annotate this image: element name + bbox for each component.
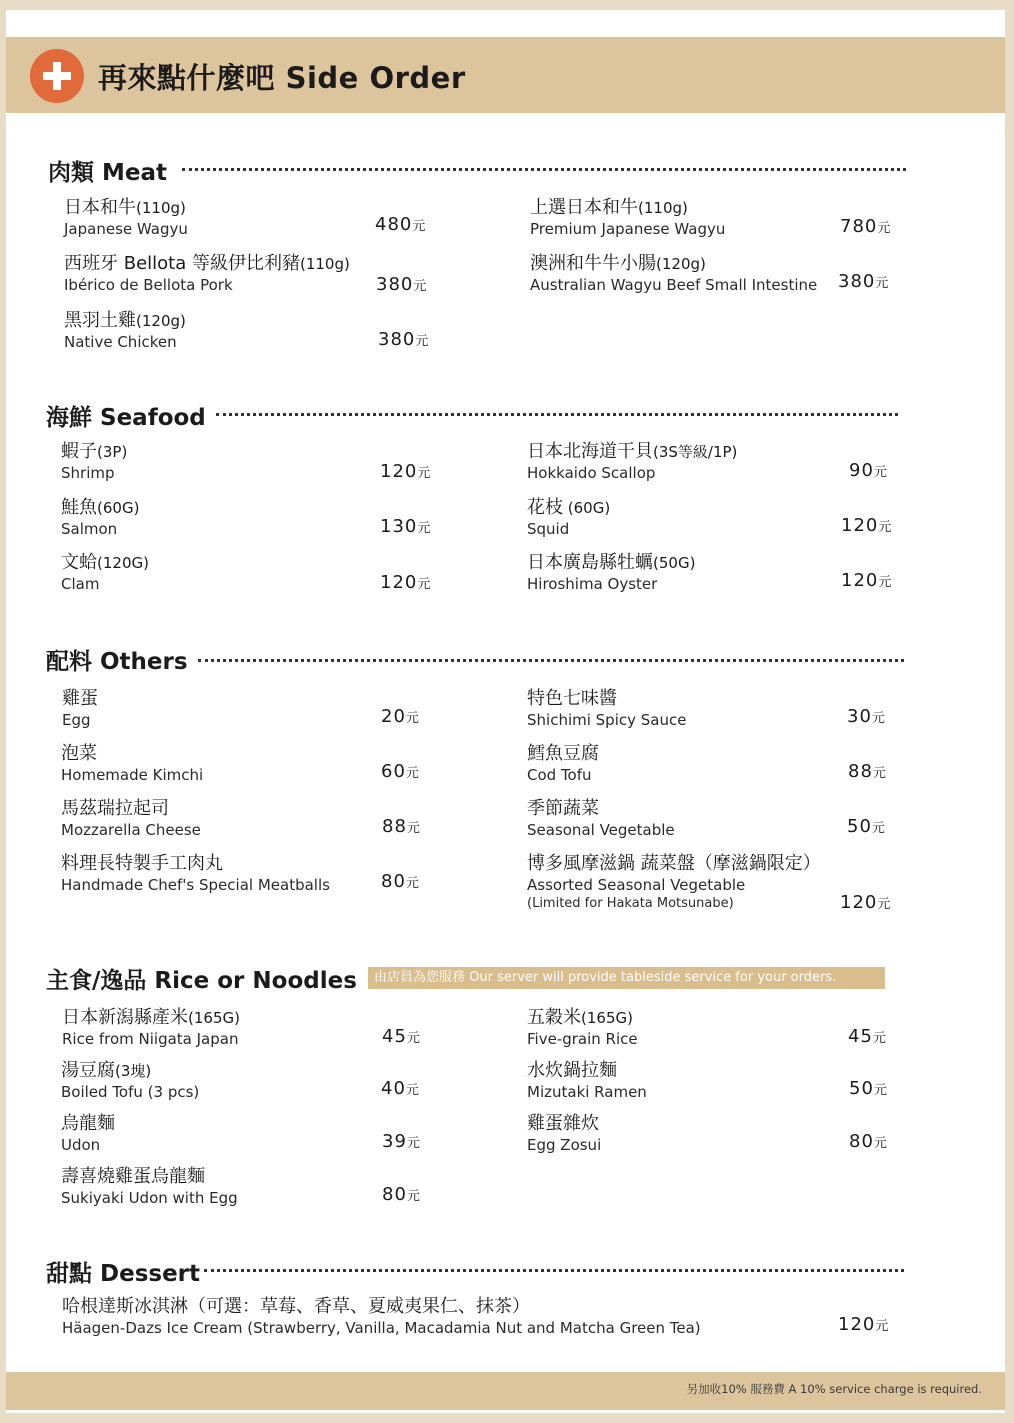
menu-item: 西班牙 Bellota 等級伊比利豬(110g) Ibérico de Bellota Pork [64, 253, 350, 294]
item-price: 120元 [841, 570, 892, 591]
item-price: 45元 [848, 1026, 886, 1047]
item-price: 40元 [381, 1078, 419, 1099]
section-title-others: 配料 Others [46, 649, 188, 675]
menu-item: 壽喜燒雞蛋烏龍麵 Sukiyaki Udon with Egg [61, 1166, 238, 1207]
menu-item: 文蛤(120G) Clam [61, 552, 149, 593]
service-charge-note: 另加收10% 服務費 A 10% service charge is required. [686, 1382, 982, 1396]
section-title-dessert: 甜點 Dessert [46, 1261, 201, 1287]
menu-item: 烏龍麵 Udon [61, 1113, 115, 1154]
menu-item: 花枝 (60G) Squid [527, 497, 611, 538]
section-title-rice: 主食/逸品 Rice or Noodles [46, 968, 357, 994]
item-price: 780元 [840, 216, 891, 237]
item-price: 380元 [378, 329, 429, 350]
section-divider [182, 168, 906, 171]
section-divider [198, 659, 904, 662]
menu-item: 馬茲瑞拉起司 Mozzarella Cheese [61, 798, 201, 839]
menu-item: 黑羽土雞(120g) Native Chicken [64, 310, 186, 351]
section-title-seafood: 海鮮 Seafood [46, 405, 206, 431]
item-price: 90元 [849, 460, 887, 481]
menu-item: 日本和牛(110g) Japanese Wagyu [64, 197, 188, 238]
item-price: 88元 [382, 816, 420, 837]
menu-item: 特色七味醬 Shichimi Spicy Sauce [527, 688, 687, 729]
item-price: 88元 [848, 761, 886, 782]
item-price: 50元 [847, 816, 885, 837]
menu-item: 日本北海道干貝(3S等級/1P) Hokkaido Scallop [527, 441, 738, 482]
item-price: 120元 [838, 1314, 889, 1335]
item-price: 60元 [381, 761, 419, 782]
menu-item: 五穀米(165G) Five-grain Rice [527, 1007, 638, 1048]
menu-item: 鮭魚(60G) Salmon [61, 497, 140, 538]
menu-item: 日本廣島縣牡蠣(50G) Hiroshima Oyster [527, 552, 696, 593]
menu-item: 泡菜 Homemade Kimchi [61, 743, 204, 784]
menu-item: 季節蔬菜 Seasonal Vegetable [527, 798, 675, 839]
menu-item: 上選日本和牛(110g) Premium Japanese Wagyu [530, 197, 726, 238]
item-price: 120元 [840, 892, 891, 913]
item-price: 120元 [380, 572, 431, 593]
item-price: 480元 [375, 214, 426, 235]
page-title: 再來點什麼吧 Side Order [98, 61, 466, 95]
item-price: 50元 [849, 1078, 887, 1099]
menu-item: 日本新潟縣產米(165G) Rice from Niigata Japan [62, 1007, 240, 1048]
item-price: 380元 [376, 274, 427, 295]
item-price: 80元 [382, 1184, 420, 1205]
item-price: 80元 [381, 871, 419, 892]
menu-item: 湯豆腐(3塊) Boiled Tofu (3 pcs) [61, 1060, 200, 1101]
menu-item: 雞蛋 Egg [62, 688, 98, 729]
menu-item: 水炊鍋拉麵 Mizutaki Ramen [527, 1060, 647, 1101]
plus-icon [30, 49, 84, 103]
menu-item: 鱈魚豆腐 Cod Tofu [527, 743, 599, 784]
section-title-meat: 肉類 Meat [48, 160, 168, 186]
item-price: 80元 [849, 1131, 887, 1152]
service-note-badge: 由店員為您服務 Our server will provide tableside service for your orders. [368, 967, 885, 989]
item-price: 39元 [382, 1131, 420, 1152]
item-price: 20元 [381, 706, 419, 727]
menu-item: 蝦子(3P) Shrimp [61, 441, 128, 482]
section-divider [216, 413, 898, 416]
menu-item: 料理長特製手工肉丸 Handmade Chef's Special Meatballs [61, 853, 330, 894]
item-price: 380元 [838, 271, 889, 292]
item-price: 120元 [380, 461, 431, 482]
menu-item: 哈根達斯冰淇淋（可選：草莓、香草、夏威夷果仁、抹茶） Häagen-Dazs Ice Cream (Strawberry, Vanilla, Macadamia Nut and Matcha Green Tea) [62, 1296, 701, 1337]
item-price: 130元 [380, 516, 431, 537]
item-price: 120元 [841, 515, 892, 536]
section-divider [204, 1269, 904, 1272]
menu-item: 雞蛋雜炊 Egg Zosui [527, 1113, 602, 1154]
menu-item: 博多風摩滋鍋 蔬菜盤（摩滋鍋限定） Assorted Seasonal Vegetable (Limited for Hakata Motsunabe) [527, 853, 821, 911]
item-price: 45元 [382, 1026, 420, 1047]
item-price: 30元 [847, 706, 885, 727]
menu-item: 澳洲和牛牛小腸(120g) Australian Wagyu Beef Small Intestine [530, 253, 818, 294]
